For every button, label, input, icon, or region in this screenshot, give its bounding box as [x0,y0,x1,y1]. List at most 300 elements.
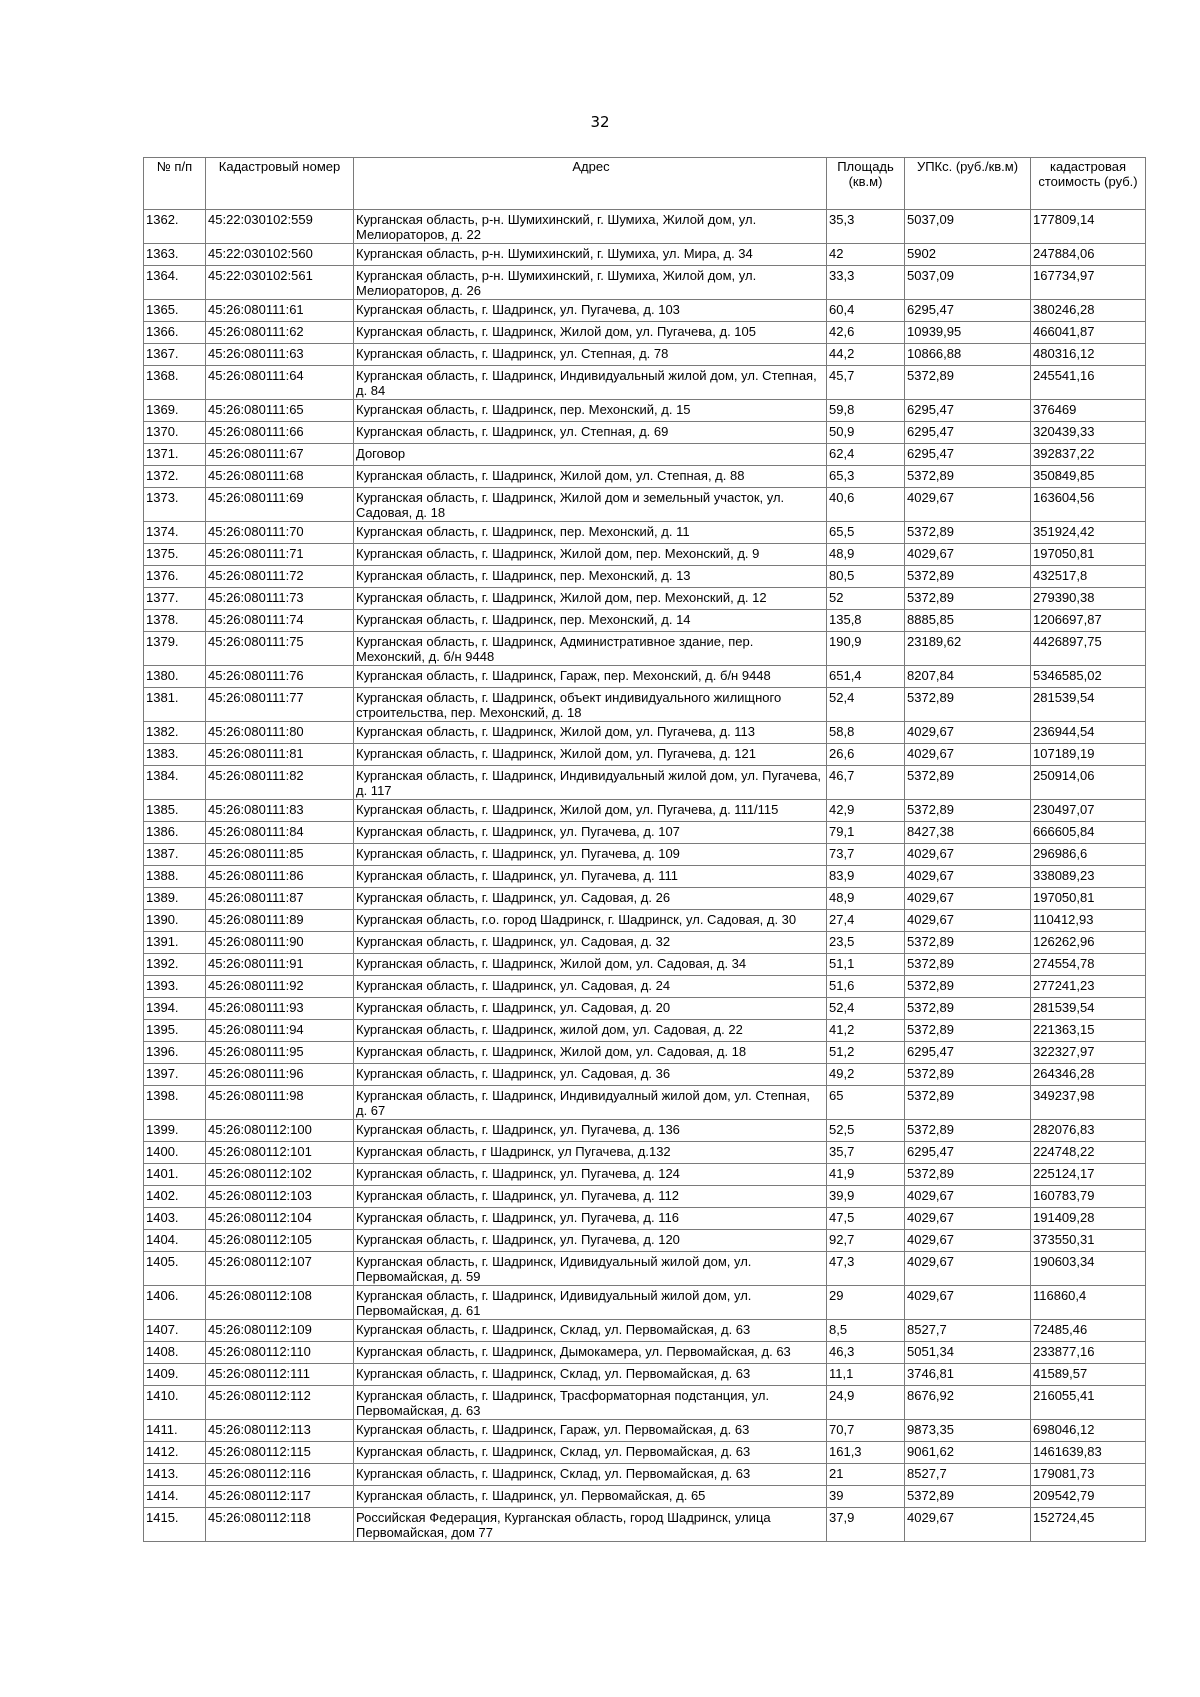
cell-area: 83,9 [827,866,905,888]
cell-address: Курганская область, г. Шадринск, ул. Пугачева, д. 124 [354,1164,827,1186]
table-row [144,466,1146,488]
cell-cadastral-value: 160783,79 [1031,1186,1146,1208]
cell-cadastral-value: 376469 [1031,400,1146,422]
cell-area: 27,4 [827,910,905,932]
cell-address: Курганская область, г. Шадринск, пер. Мехонский, д. 11 [354,522,827,544]
cell-area: 48,9 [827,888,905,910]
cell-unit-value: 23189,62 [905,632,1031,666]
cell-cadastral-value: 152724,45 [1031,1508,1146,1542]
cell-address: Курганская область, г. Шадринск, ул. Пугачева, д. 103 [354,300,827,322]
table-row [144,688,1146,722]
cell-cadastral-number: 45:26:080111:71 [206,544,354,566]
cell-cadastral-value: 666605,84 [1031,822,1146,844]
cell-cadastral-value: 264346,28 [1031,1064,1146,1086]
cell-cadastral-number: 45:26:080111:93 [206,998,354,1020]
cell-row-number: 1384. [144,766,206,800]
cell-cadastral-value: 245541,16 [1031,366,1146,400]
cell-cadastral-number: 45:26:080111:91 [206,954,354,976]
cell-row-number: 1372. [144,466,206,488]
cell-cadastral-number: 45:26:080112:117 [206,1486,354,1508]
cell-unit-value: 5037,09 [905,210,1031,244]
table-row [144,744,1146,766]
table-row [144,766,1146,800]
table-header-row [144,158,1146,210]
cell-unit-value: 6295,47 [905,444,1031,466]
cell-unit-value: 9873,35 [905,1420,1031,1442]
cell-unit-value: 4029,67 [905,866,1031,888]
cell-address: Курганская область, г. Шадринск, Идивидуальный жилой дом, ул. Первомайская, д. 59 [354,1252,827,1286]
cell-cadastral-value: 277241,23 [1031,976,1146,998]
cell-unit-value: 10939,95 [905,322,1031,344]
cell-area: 51,2 [827,1042,905,1064]
cell-address: Курганская область, г.о. город Шадринск, г. Шадринск, ул. Садовая, д. 30 [354,910,827,932]
cell-cadastral-value: 225124,17 [1031,1164,1146,1186]
table-row [144,544,1146,566]
cell-address: Договор [354,444,827,466]
cell-address: Курганская область, г. Шадринск, Гараж, ул. Первомайская, д. 63 [354,1420,827,1442]
cell-cadastral-number: 45:26:080111:95 [206,1042,354,1064]
cell-row-number: 1407. [144,1320,206,1342]
cell-cadastral-number: 45:26:080112:116 [206,1464,354,1486]
cell-unit-value: 8885,85 [905,610,1031,632]
cell-area: 33,3 [827,266,905,300]
cell-cadastral-value: 698046,12 [1031,1420,1146,1442]
cell-area: 51,6 [827,976,905,998]
table-row [144,400,1146,422]
cell-cadastral-number: 45:26:080111:74 [206,610,354,632]
cell-unit-value: 4029,67 [905,1208,1031,1230]
cell-row-number: 1371. [144,444,206,466]
cell-cadastral-value: 282076,83 [1031,1120,1146,1142]
cell-area: 135,8 [827,610,905,632]
cell-unit-value: 5372,89 [905,466,1031,488]
cell-cadastral-value: 177809,14 [1031,210,1146,244]
cell-address: Курганская область, г. Шадринск, Гараж, пер. Мехонский, д. б/н 9448 [354,666,827,688]
cell-row-number: 1368. [144,366,206,400]
cell-cadastral-value: 191409,28 [1031,1208,1146,1230]
cell-area: 92,7 [827,1230,905,1252]
table-row [144,932,1146,954]
cell-address: Курганская область, г. Шадринск, Склад, ул. Первомайская, д. 63 [354,1364,827,1386]
cell-row-number: 1412. [144,1442,206,1464]
cell-row-number: 1365. [144,300,206,322]
cell-cadastral-number: 45:26:080111:94 [206,1020,354,1042]
cell-row-number: 1402. [144,1186,206,1208]
cell-cadastral-value: 322327,97 [1031,1042,1146,1064]
cell-cadastral-value: 179081,73 [1031,1464,1146,1486]
cell-unit-value: 4029,67 [905,910,1031,932]
cell-row-number: 1414. [144,1486,206,1508]
table-row [144,1420,1146,1442]
cell-unit-value: 5372,89 [905,522,1031,544]
cell-unit-value: 5372,89 [905,1120,1031,1142]
cell-row-number: 1410. [144,1386,206,1420]
cell-row-number: 1382. [144,722,206,744]
cell-cadastral-value: 296986,6 [1031,844,1146,866]
cell-cadastral-value: 233877,16 [1031,1342,1146,1364]
cell-cadastral-value: 107189,19 [1031,744,1146,766]
cell-row-number: 1376. [144,566,206,588]
cell-unit-value: 4029,67 [905,544,1031,566]
cell-row-number: 1391. [144,932,206,954]
page-number: 32 [590,113,610,131]
cell-cadastral-number: 45:26:080112:111 [206,1364,354,1386]
cell-row-number: 1381. [144,688,206,722]
cell-address: Курганская область, г. Шадринск, Жилой дом, пер. Мехонский, д. 12 [354,588,827,610]
cell-area: 65 [827,1086,905,1120]
cell-address: Курганская область, г. Шадринск, объект индивидуального жилищного строительства, пер. Мехонский, д. 18 [354,688,827,722]
cell-address: Курганская область, г. Шадринск, Индивидуальный жилой дом, ул. Пугачева, д. 117 [354,766,827,800]
cell-row-number: 1405. [144,1252,206,1286]
cell-cadastral-number: 45:26:080111:69 [206,488,354,522]
cell-cadastral-value: 230497,07 [1031,800,1146,822]
table-row [144,1086,1146,1120]
cell-row-number: 1379. [144,632,206,666]
cell-address: Курганская область, г. Шадринск, Склад, ул. Первомайская, д. 63 [354,1320,827,1342]
cell-address: Курганская область, г. Шадринск, ул. Садовая, д. 24 [354,976,827,998]
cell-row-number: 1363. [144,244,206,266]
cell-cadastral-number: 45:26:080111:64 [206,366,354,400]
cell-address: Курганская область, р-н. Шумихинский, г. Шумиха, Жилой дом, ул. Мелиораторов, д. 22 [354,210,827,244]
table-row [144,1142,1146,1164]
cell-address: Курганская область, г. Шадринск, Жилой дом, ул. Пугачева, д. 121 [354,744,827,766]
table-row [144,1230,1146,1252]
cell-cadastral-value: 279390,38 [1031,588,1146,610]
cell-cadastral-value: 197050,81 [1031,888,1146,910]
cell-unit-value: 5372,89 [905,1086,1031,1120]
cell-address: Курганская область, г. Шадринск, ул. Пугачева, д. 116 [354,1208,827,1230]
cell-area: 651,4 [827,666,905,688]
cell-area: 21 [827,1464,905,1486]
cell-cadastral-number: 45:26:080112:110 [206,1342,354,1364]
table-row [144,210,1146,244]
cell-cadastral-value: 116860,4 [1031,1286,1146,1320]
cell-cadastral-value: 1461639,83 [1031,1442,1146,1464]
cell-cadastral-number: 45:26:080112:112 [206,1386,354,1420]
cell-area: 40,6 [827,488,905,522]
cell-cadastral-value: 209542,79 [1031,1486,1146,1508]
cell-cadastral-number: 45:26:080112:109 [206,1320,354,1342]
cell-address: Курганская область, г. Шадринск, ул. Пугачева, д. 107 [354,822,827,844]
cell-row-number: 1390. [144,910,206,932]
table-row [144,998,1146,1020]
cell-unit-value: 4029,67 [905,744,1031,766]
cell-row-number: 1400. [144,1142,206,1164]
cell-area: 70,7 [827,1420,905,1442]
cell-cadastral-number: 45:26:080112:118 [206,1508,354,1542]
cell-cadastral-number: 45:22:030102:559 [206,210,354,244]
cell-area: 41,9 [827,1164,905,1186]
cell-cadastral-value: 281539,54 [1031,998,1146,1020]
table-row [144,344,1146,366]
cell-cadastral-number: 45:26:080111:82 [206,766,354,800]
cell-row-number: 1393. [144,976,206,998]
cell-cadastral-value: 190603,34 [1031,1252,1146,1286]
table-row [144,422,1146,444]
cell-address: Курганская область, г. Шадринск, Жилой дом, пер. Мехонский, д. 9 [354,544,827,566]
cell-row-number: 1403. [144,1208,206,1230]
cell-cadastral-number: 45:26:080111:92 [206,976,354,998]
cell-unit-value: 5372,89 [905,1020,1031,1042]
cell-address: Курганская область, г. Шадринск, ул. Пугачева, д. 109 [354,844,827,866]
cell-cadastral-value: 392837,22 [1031,444,1146,466]
cell-cadastral-value: 126262,96 [1031,932,1146,954]
cell-address: Курганская область, г. Шадринск, ул. Садовая, д. 36 [354,1064,827,1086]
cell-unit-value: 5372,89 [905,800,1031,822]
cell-row-number: 1377. [144,588,206,610]
cell-cadastral-number: 45:26:080111:72 [206,566,354,588]
cell-unit-value: 6295,47 [905,1042,1031,1064]
table-row [144,1364,1146,1386]
cell-area: 52,4 [827,998,905,1020]
cell-cadastral-value: 432517,8 [1031,566,1146,588]
cell-row-number: 1370. [144,422,206,444]
cell-address: Курганская область, г. Шадринск, Индивидуалный жилой дом, ул. Степная, д. 67 [354,1086,827,1120]
cell-cadastral-number: 45:26:080111:85 [206,844,354,866]
cell-address: Курганская область, г. Шадринск, Склад, ул. Первомайская, д. 63 [354,1464,827,1486]
cell-row-number: 1392. [144,954,206,976]
cell-address: Курганская область, г. Шадринск, ул. Степная, д. 78 [354,344,827,366]
header-address: Адрес [354,158,827,210]
cell-cadastral-number: 45:26:080111:76 [206,666,354,688]
cell-address: Курганская область, р-н. Шумихинский, г. Шумиха, ул. Мира, д. 34 [354,244,827,266]
table-row [144,1486,1146,1508]
table-row [144,322,1146,344]
cell-row-number: 1387. [144,844,206,866]
table-row [144,954,1146,976]
cell-unit-value: 5372,89 [905,976,1031,998]
cell-cadastral-value: 221363,15 [1031,1020,1146,1042]
cell-cadastral-number: 45:26:080111:89 [206,910,354,932]
table-row [144,488,1146,522]
table-row [144,910,1146,932]
cell-unit-value: 5372,89 [905,766,1031,800]
cell-address: Курганская область, г. Шадринск, жилой дом, ул. Садовая, д. 22 [354,1020,827,1042]
cell-area: 80,5 [827,566,905,588]
cell-cadastral-number: 45:26:080112:100 [206,1120,354,1142]
cell-row-number: 1404. [144,1230,206,1252]
cell-area: 45,7 [827,366,905,400]
table-row [144,1208,1146,1230]
cell-unit-value: 6295,47 [905,400,1031,422]
cell-address: Курганская область, г. Шадринск, Склад, ул. Первомайская, д. 63 [354,1442,827,1464]
cell-address: Курганская область, р-н. Шумихинский, г. Шумиха, Жилой дом, ул. Мелиораторов, д. 26 [354,266,827,300]
cell-area: 35,3 [827,210,905,244]
cell-address: Курганская область, г. Шадринск, пер. Мехонский, д. 14 [354,610,827,632]
table-row [144,800,1146,822]
cell-area: 24,9 [827,1386,905,1420]
cell-cadastral-value: 236944,54 [1031,722,1146,744]
cell-cadastral-value: 4426897,75 [1031,632,1146,666]
cell-cadastral-number: 45:26:080111:75 [206,632,354,666]
cell-area: 52,5 [827,1120,905,1142]
cell-cadastral-value: 110412,93 [1031,910,1146,932]
table-row [144,610,1146,632]
cell-cadastral-number: 45:26:080111:77 [206,688,354,722]
cell-cadastral-number: 45:26:080111:86 [206,866,354,888]
table-row [144,244,1146,266]
cell-cadastral-number: 45:26:080111:87 [206,888,354,910]
cell-row-number: 1367. [144,344,206,366]
cell-row-number: 1374. [144,522,206,544]
cell-unit-value: 5372,89 [905,1164,1031,1186]
table-row [144,1020,1146,1042]
cell-cadastral-number: 45:26:080112:104 [206,1208,354,1230]
cell-unit-value: 5372,89 [905,566,1031,588]
cell-address: Курганская область, г. Шадринск, Жилой дом, ул. Пугачева, д. 111/115 [354,800,827,822]
cell-cadastral-number: 45:22:030102:560 [206,244,354,266]
cell-unit-value: 6295,47 [905,422,1031,444]
cell-area: 49,2 [827,1064,905,1086]
cell-area: 62,4 [827,444,905,466]
cell-area: 8,5 [827,1320,905,1342]
header-cadastral-number: Кадастровый номер [206,158,354,210]
cell-cadastral-number: 45:26:080111:80 [206,722,354,744]
cell-cadastral-value: 5346585,02 [1031,666,1146,688]
cell-area: 65,3 [827,466,905,488]
table-row [144,1042,1146,1064]
table-row [144,1120,1146,1142]
cell-unit-value: 10866,88 [905,344,1031,366]
cell-cadastral-number: 45:26:080111:66 [206,422,354,444]
cell-area: 11,1 [827,1364,905,1386]
table-row [144,1386,1146,1420]
cell-area: 59,8 [827,400,905,422]
cell-cadastral-number: 45:26:080111:68 [206,466,354,488]
cell-cadastral-number: 45:26:080112:102 [206,1164,354,1186]
cell-area: 46,7 [827,766,905,800]
cell-address: Курганская область, г. Шадринск, ул. Садовая, д. 26 [354,888,827,910]
header-cadastral-value: кадастровая стоимость (руб.) [1031,158,1146,210]
cell-area: 44,2 [827,344,905,366]
cell-row-number: 1362. [144,210,206,244]
cell-row-number: 1383. [144,744,206,766]
table-row [144,1320,1146,1342]
table-row [144,588,1146,610]
cell-row-number: 1386. [144,822,206,844]
cell-unit-value: 4029,67 [905,844,1031,866]
cell-cadastral-number: 45:26:080111:96 [206,1064,354,1086]
cell-cadastral-number: 45:26:080111:67 [206,444,354,466]
cell-area: 47,5 [827,1208,905,1230]
cell-area: 23,5 [827,932,905,954]
table-row [144,1464,1146,1486]
cell-cadastral-number: 45:26:080111:62 [206,322,354,344]
cell-area: 50,9 [827,422,905,444]
cell-address: Курганская область, г. Шадринск, Жилой дом, ул. Пугачева, д. 113 [354,722,827,744]
cell-cadastral-number: 45:26:080112:113 [206,1420,354,1442]
cell-cadastral-value: 466041,87 [1031,322,1146,344]
cell-cadastral-number: 45:26:080112:105 [206,1230,354,1252]
cell-cadastral-number: 45:26:080112:108 [206,1286,354,1320]
cell-unit-value: 5372,89 [905,932,1031,954]
cell-cadastral-value: 373550,31 [1031,1230,1146,1252]
cell-cadastral-number: 45:26:080112:107 [206,1252,354,1286]
cell-cadastral-value: 250914,06 [1031,766,1146,800]
cell-row-number: 1411. [144,1420,206,1442]
cell-row-number: 1373. [144,488,206,522]
cell-cadastral-number: 45:26:080111:90 [206,932,354,954]
table-body [144,210,1146,1542]
cell-row-number: 1366. [144,322,206,344]
cell-address: Курганская область, г. Шадринск, ул. Пугачева, д. 136 [354,1120,827,1142]
table-row [144,722,1146,744]
cell-cadastral-value: 351924,42 [1031,522,1146,544]
cell-address: Курганская область, г. Шадринск, Административное здание, пер. Мехонский, д. б/н 9448 [354,632,827,666]
cell-area: 60,4 [827,300,905,322]
cell-cadastral-number: 45:26:080111:65 [206,400,354,422]
table-row [144,822,1146,844]
cell-unit-value: 4029,67 [905,888,1031,910]
cell-unit-value: 4029,67 [905,1252,1031,1286]
cell-unit-value: 5372,89 [905,1486,1031,1508]
table-row [144,976,1146,998]
cell-unit-value: 5372,89 [905,366,1031,400]
cell-unit-value: 5372,89 [905,1064,1031,1086]
cell-cadastral-value: 216055,41 [1031,1386,1146,1420]
cell-address: Курганская область, г. Шадринск, Жилой дом, ул. Садовая, д. 18 [354,1042,827,1064]
cell-cadastral-value: 380246,28 [1031,300,1146,322]
cell-row-number: 1378. [144,610,206,632]
cell-unit-value: 4029,67 [905,1286,1031,1320]
cell-cadastral-number: 45:26:080111:73 [206,588,354,610]
cell-cadastral-value: 197050,81 [1031,544,1146,566]
cell-row-number: 1415. [144,1508,206,1542]
table-row [144,1252,1146,1286]
cell-cadastral-number: 45:26:080111:84 [206,822,354,844]
cell-cadastral-value: 167734,97 [1031,266,1146,300]
table-row [144,1442,1146,1464]
cell-unit-value: 4029,67 [905,1508,1031,1542]
cell-unit-value: 5037,09 [905,266,1031,300]
cell-unit-value: 8527,7 [905,1464,1031,1486]
header-area: Площадь (кв.м) [827,158,905,210]
cell-row-number: 1395. [144,1020,206,1042]
cell-cadastral-number: 45:26:080111:98 [206,1086,354,1120]
table-row [144,844,1146,866]
cell-area: 41,2 [827,1020,905,1042]
cell-area: 161,3 [827,1442,905,1464]
cell-area: 47,3 [827,1252,905,1286]
cell-row-number: 1396. [144,1042,206,1064]
cell-row-number: 1380. [144,666,206,688]
cell-address: Курганская область, г. Шадринск, пер. Мехонский, д. 15 [354,400,827,422]
cell-area: 79,1 [827,822,905,844]
cell-unit-value: 6295,47 [905,300,1031,322]
cadastral-value-table [143,157,1146,1542]
cell-cadastral-number: 45:22:030102:561 [206,266,354,300]
table-row [144,888,1146,910]
table-row [144,1164,1146,1186]
cell-address: Курганская область, г. Шадринск, ул. Пугачева, д. 112 [354,1186,827,1208]
cell-row-number: 1408. [144,1342,206,1364]
cell-cadastral-number: 45:26:080111:70 [206,522,354,544]
cell-area: 26,6 [827,744,905,766]
cell-row-number: 1398. [144,1086,206,1120]
cell-cadastral-value: 349237,98 [1031,1086,1146,1120]
cell-address: Российская Федерация, Курганская область, город Шадринск, улица Первомайская, дом 77 [354,1508,827,1542]
cell-row-number: 1364. [144,266,206,300]
table-row [144,632,1146,666]
cell-address: Курганская область, г. Шадринск, Жилой дом, ул. Пугачева, д. 105 [354,322,827,344]
cell-cadastral-value: 480316,12 [1031,344,1146,366]
cell-address: Курганская область, г. Шадринск, ул. Первомайская, д. 65 [354,1486,827,1508]
cell-address: Курганская область, г. Шадринск, Жилой дом, ул. Садовая, д. 34 [354,954,827,976]
cell-cadastral-value: 338089,23 [1031,866,1146,888]
cell-row-number: 1394. [144,998,206,1020]
cell-cadastral-value: 247884,06 [1031,244,1146,266]
cell-area: 52 [827,588,905,610]
